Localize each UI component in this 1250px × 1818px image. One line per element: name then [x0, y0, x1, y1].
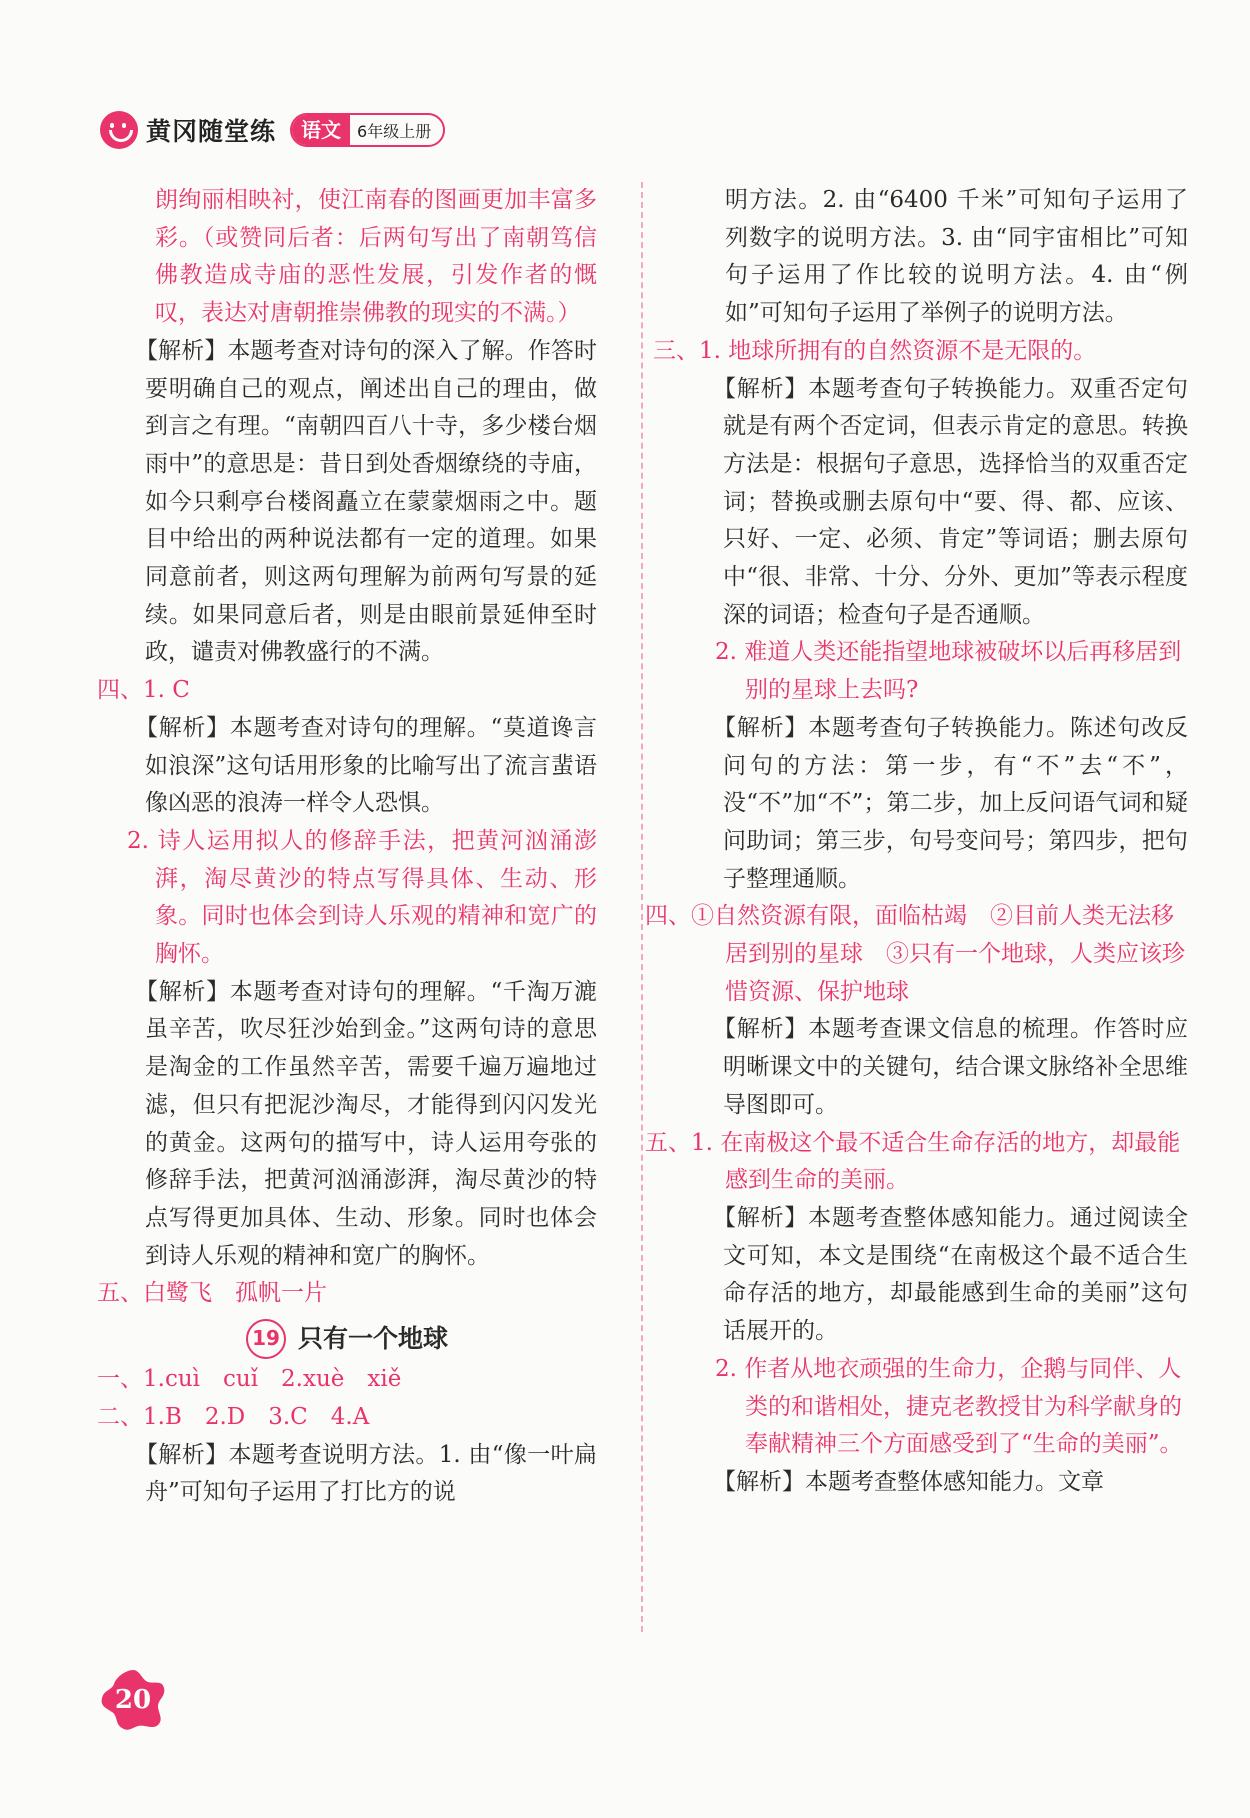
answer-text: 一、1.cuì cuǐ 2.xuè xiě	[97, 1366, 402, 1393]
left-column	[97, 182, 597, 1512]
answer-text: 二、1.B 2.D 3.C 4.A	[97, 1403, 370, 1430]
explanation-text: 【解析】本题考查对诗句的理解。“千淘万漉虽辛苦，吹尽狂沙始到金。”这两句诗的意思是淘金的工作虽然辛苦，需要千遍万遍地过滤，但只有把泥沙淘尽，才能得到闪闪发光的黄金。这两句的描写中，诗人运用夸张的修辞手法，把黄河汹涌澎湃，淘尽黄沙的特点写得更加具体、生动、形象。同时也体会到诗人乐观的精神和宽广的胸怀。	[135, 978, 597, 1269]
section-five-answer: 五、白鹭飞 孤帆一片	[97, 1280, 327, 1307]
brand-title: 黄冈随堂练	[146, 117, 277, 146]
page-number: 20	[114, 1685, 152, 1715]
explanation-text: 【解析】本题考查整体感知能力。文章	[713, 1468, 1104, 1495]
answer-text: 三、1. 地球所拥有的自然资源不是无限的。	[653, 337, 1097, 364]
page-header	[100, 108, 445, 152]
answer-text: 朗绚丽相映衬，使江南春的图画更加丰富多彩。（或赞同后者：后两句写出了南朝笃信佛教造成寺庙的恶性发展，引发作者的慨叹，表达对唐朝推崇佛教的现实的不满。）	[155, 187, 597, 327]
explanation-text: 【解析】本题考查句子转换能力。陈述句改反问句的方法：第一步，有“不”去“不”，没“不”加“不”；第二步，加上反问语气词和疑问助词；第三步，句号变问号；第四步，把句子整理通顺。	[713, 714, 1188, 892]
explanation-text: 【解析】本题考查课文信息的梳理。作答时应明晰课文中的关键句，结合课文脉络补全思维导图即可。	[713, 1016, 1188, 1118]
explanation-text: 明方法。2. 由“6400 千米”可知句子运用了列数字的说明方法。3. 由“同宇宙相比”可知句子运用了作比较的说明方法。4. 由“例如”可知句子运用了举例子的说明方法。	[725, 187, 1188, 327]
explanation-text: 【解析】本题考查句子转换能力。双重否定句就是有两个否定词，但表示肯定的意思。转换方法是：根据句子意思，选择恰当的双重否定词；替换或删去原句中“要、得、都、应该、只好、一定、必须、肯定”等词语；删去原句中“很、非常、十分、分外、更加”等表示程度深的词语；检查句子是否通顺。	[713, 375, 1188, 628]
grade-label: 6年级上册	[357, 121, 432, 141]
page-number-badge	[100, 1666, 166, 1732]
lesson-heading	[97, 1319, 597, 1359]
answer-text: 2. 作者从地衣顽强的生命力，企鹅与同伴、人类的和谐相处，捷克老教授甘为科学献身的奉献精神三个方面感受到了“生命的美丽”。	[715, 1355, 1183, 1458]
column-divider	[641, 182, 643, 1632]
smiley-icon	[100, 111, 138, 149]
subject-label: 语文	[292, 115, 350, 145]
explanation-text: 【解析】本题考查对诗句的理解。“莫道谗言如浪深”这句话用形象的比喻写出了流言蜚语像凶恶的浪涛一样令人恐惧。	[135, 714, 597, 817]
lesson-title: 只有一个地球	[297, 1324, 448, 1354]
section-four-label: 四、1. C	[97, 677, 190, 704]
answer-text: 2. 难道人类还能指望地球被破坏以后再移居到别的星球上去吗?	[715, 639, 1182, 704]
lesson-number: 19	[246, 1319, 286, 1359]
explanation-text: 【解析】本题考查对诗句的深入了解。作答时要明确自己的观点，阐述出自己的理由，做到言之有理。“南朝四百八十寺，多少楼台烟雨中”的意思是：昔日到处香烟缭绕的寺庙，如今只剩亭台楼阁矗立在蒙蒙烟雨之中。题目中给出的两种说法都有一定的道理。如果同意前者，则这两句理解为前两句写景的延续。如果同意后者，则是由眼前景延伸至时政，谴责对佛教盛行的不满。	[135, 337, 597, 666]
answer-text: 2. 诗人运用拟人的修辞手法，把黄河汹涌澎湃，淘尽黄沙的特点写得具体、生动、形象。同时也体会到诗人乐观的精神和宽广的胸怀。	[127, 827, 597, 968]
answer-text: 四、①自然资源有限，面临枯竭 ②目前人类无法移居到别的星球 ③只有一个地球，人类应该珍惜资源、保护地球	[645, 903, 1185, 1005]
subject-badge	[290, 113, 445, 147]
answer-text: 五、1. 在南极这个最不适合生命存活的地方，却最能感到生命的美丽。	[645, 1129, 1181, 1194]
explanation-text: 【解析】本题考查说明方法。1. 由“像一叶扁舟”可知句子运用了打比方的说	[135, 1441, 597, 1506]
right-column	[645, 182, 1188, 1502]
explanation-text: 【解析】本题考查整体感知能力。通过阅读全文可知，本文是围绕“在南极这个最不适合生命存活的地方，却最能感到生命的美丽”这句话展开的。	[713, 1204, 1188, 1345]
